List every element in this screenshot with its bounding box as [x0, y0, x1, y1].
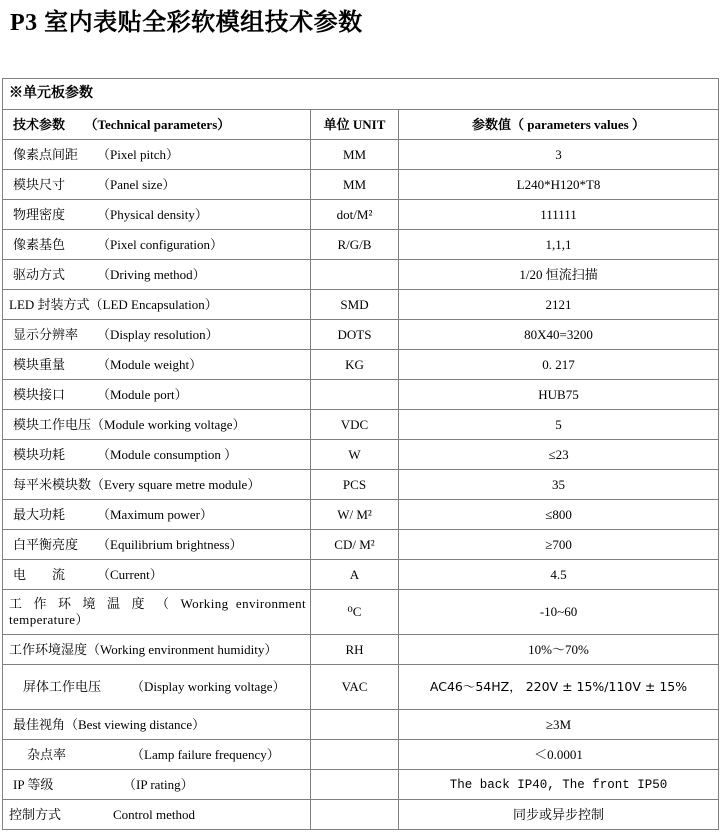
- param-unit: SMD: [311, 290, 399, 320]
- header-unit: 单位 UNIT: [311, 110, 399, 140]
- param-en: （Display resolution）: [97, 326, 219, 342]
- param-zh: 模块功耗: [13, 446, 66, 462]
- param-zh: 屏体工作电压: [23, 679, 102, 694]
- param-en: （Maximum power）: [97, 506, 213, 522]
- param-zh: 模块重量: [13, 356, 66, 372]
- param-value: 同步或异步控制: [399, 800, 719, 830]
- param-zh: 像素基色: [13, 236, 66, 252]
- param-zh: 最佳视角: [13, 716, 66, 732]
- param-en: （Lamp failure frequency）: [131, 746, 280, 762]
- param-value: L240*H120*T8: [399, 170, 719, 200]
- table-row: [3, 635, 719, 665]
- param-value: HUB75: [399, 380, 719, 410]
- param-zh: LED 封装方式: [9, 296, 90, 312]
- param-en: （Module port）: [97, 386, 188, 402]
- param-name: [3, 470, 311, 500]
- param-name: [3, 200, 311, 230]
- param-zh: 模块尺寸: [13, 176, 66, 192]
- param-unit: [311, 770, 399, 800]
- param-unit: W/ M²: [311, 500, 399, 530]
- param-unit: MM: [311, 140, 399, 170]
- param-zh: 工 作 环 境 温 度: [9, 596, 149, 611]
- param-en: （Module weight）: [97, 356, 203, 372]
- param-name: [3, 320, 311, 350]
- param-en: （Physical density）: [97, 206, 208, 222]
- param-unit: [311, 260, 399, 290]
- param-name: [3, 530, 311, 560]
- param-en: （Display working voltage）: [131, 679, 286, 694]
- param-zh: IP 等级: [13, 776, 54, 792]
- param-zh: 杂点率: [27, 746, 67, 762]
- table-row: [3, 140, 719, 170]
- param-value: 5: [399, 410, 719, 440]
- param-en: （Driving method）: [97, 266, 206, 282]
- page-title: P3 室内表贴全彩软模组技术参数: [10, 10, 363, 36]
- table-row: [3, 290, 719, 320]
- param-en: （Best viewing distance）: [65, 716, 206, 732]
- param-name: [3, 290, 311, 320]
- param-value: 0. 217: [399, 350, 719, 380]
- param-zh: 电 流: [13, 566, 66, 582]
- table-row: [3, 560, 719, 590]
- table-row: [3, 260, 719, 290]
- parameter-table-container: [2, 78, 718, 830]
- param-unit: [311, 710, 399, 740]
- table-row: [3, 800, 719, 830]
- param-name: [3, 560, 311, 590]
- param-value: The back IP40, The front IP50: [399, 770, 719, 800]
- table-row: [3, 350, 719, 380]
- param-value: ≤800: [399, 500, 719, 530]
- param-value: ≥3M: [399, 710, 719, 740]
- param-zh: 工作环境湿度: [9, 641, 88, 657]
- table-row: [3, 200, 719, 230]
- param-zh: 驱动方式: [13, 266, 66, 282]
- header-parameter: 技术参数 （Technical parameters）: [3, 110, 311, 140]
- table-row: [3, 590, 719, 635]
- table-row: [3, 230, 719, 260]
- param-en: （Equilibrium brightness）: [97, 536, 243, 552]
- param-value: 35: [399, 470, 719, 500]
- param-unit: W: [311, 440, 399, 470]
- param-name: [3, 800, 311, 830]
- param-en: （ Working environment temperature）: [9, 596, 307, 627]
- param-unit: CD/ M²: [311, 530, 399, 560]
- param-value: ≥700: [399, 530, 719, 560]
- param-value: 3: [399, 140, 719, 170]
- table-row: [3, 470, 719, 500]
- param-zh: 像素点间距: [13, 146, 79, 162]
- table-row: [3, 410, 719, 440]
- param-unit: RH: [311, 635, 399, 665]
- param-name: [3, 710, 311, 740]
- param-name: [3, 230, 311, 260]
- parameter-table: [2, 78, 719, 830]
- param-zh: 显示分辨率: [13, 326, 79, 342]
- param-en: （Every square metre module）: [91, 476, 261, 492]
- table-row: [3, 665, 719, 710]
- param-unit: dot/M²: [311, 200, 399, 230]
- param-value: 4.5: [399, 560, 719, 590]
- param-name: [3, 665, 311, 710]
- table-row: [3, 530, 719, 560]
- param-en: （Pixel pitch）: [97, 146, 179, 162]
- param-en: （LED Encapsulation）: [89, 296, 218, 312]
- param-name: [3, 140, 311, 170]
- section-label: ※单元板参数: [3, 79, 719, 110]
- param-unit: MM: [311, 170, 399, 200]
- table-row: [3, 770, 719, 800]
- param-zh: 控制方式: [9, 806, 62, 822]
- param-zh: 最大功耗: [13, 506, 66, 522]
- param-value: 111111: [399, 200, 719, 230]
- param-zh: 每平米模块数: [13, 476, 92, 492]
- param-unit: KG: [311, 350, 399, 380]
- param-en: （Module working voltage）: [91, 416, 246, 432]
- param-en: （Current）: [97, 566, 163, 582]
- param-name: [3, 635, 311, 665]
- param-en: Control method: [113, 806, 195, 822]
- table-row: [3, 740, 719, 770]
- param-value: 10%～70%: [399, 635, 719, 665]
- param-en: （Working environment humidity）: [87, 641, 278, 657]
- param-name: [3, 590, 311, 635]
- param-name: [3, 440, 311, 470]
- table-row: [3, 380, 719, 410]
- param-zh: 模块工作电压: [13, 416, 92, 432]
- param-value: ＜0.0001: [399, 740, 719, 770]
- param-en: （Panel size）: [97, 176, 176, 192]
- param-name: [3, 740, 311, 770]
- param-value: 1/20 恒流扫描: [399, 260, 719, 290]
- param-name: [3, 350, 311, 380]
- param-name: [3, 410, 311, 440]
- param-unit: [311, 380, 399, 410]
- param-en: （IP rating）: [123, 776, 194, 792]
- param-name: [3, 500, 311, 530]
- param-value: 80X40=3200: [399, 320, 719, 350]
- table-row: [3, 710, 719, 740]
- param-value: ≤23: [399, 440, 719, 470]
- param-unit: PCS: [311, 470, 399, 500]
- table-row: [3, 440, 719, 470]
- param-zh: 白平衡亮度: [13, 536, 79, 552]
- param-name: [3, 170, 311, 200]
- param-value: -10~60: [399, 590, 719, 635]
- param-unit: R/G/B: [311, 230, 399, 260]
- param-name: [3, 770, 311, 800]
- param-unit: DOTS: [311, 320, 399, 350]
- param-en: （Pixel configuration）: [97, 236, 224, 252]
- param-zh: 模块接口: [13, 386, 66, 402]
- param-unit: A: [311, 560, 399, 590]
- param-unit: [311, 740, 399, 770]
- header-value: 参数值（ parameters values ）: [399, 110, 719, 140]
- param-value: AC46～54HZ， 220V ± 15%/110V ± 15%: [399, 665, 719, 710]
- param-unit: VDC: [311, 410, 399, 440]
- header-row: [3, 110, 719, 140]
- param-name: [3, 260, 311, 290]
- param-zh: 物理密度: [13, 206, 66, 222]
- param-unit: VAC: [311, 665, 399, 710]
- param-unit: [311, 800, 399, 830]
- param-en: （Module consumption ）: [97, 446, 238, 462]
- section-row: [3, 79, 719, 110]
- param-name: [3, 380, 311, 410]
- param-unit: ⁰C: [311, 590, 399, 635]
- table-row: [3, 170, 719, 200]
- param-value: 1,1,1: [399, 230, 719, 260]
- param-value: 2121: [399, 290, 719, 320]
- table-row: [3, 320, 719, 350]
- table-row: [3, 500, 719, 530]
